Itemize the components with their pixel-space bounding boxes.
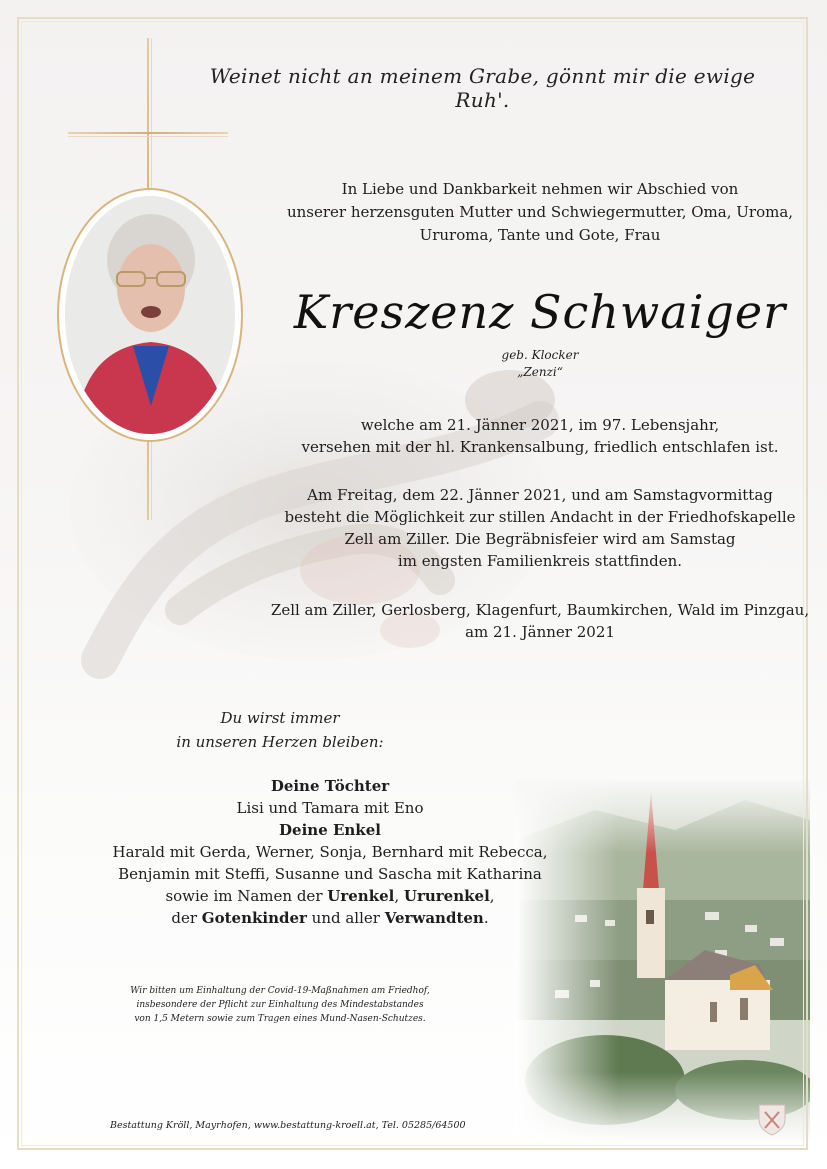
covid-notice [100,984,460,1026]
death-paragraph [270,414,810,458]
daughters-title: Deine Töchter [270,777,390,795]
verse-line-2: in unseren Herzen bleiben: [176,733,384,751]
birth-name: geb. Klocker [501,348,579,362]
cross-horizontal-line-shadow [68,136,228,137]
place-date-paragraph [270,599,810,643]
verse-line-1: Du wirst immer [220,709,340,727]
great-grandchildren: Urenkel [327,887,395,905]
service-paragraph [270,484,810,572]
relatives2-mid: und aller [306,909,385,927]
death-line-2: versehen mit der hl. Krankensalbung, friedlich entschlafen ist. [301,438,779,456]
godchildren: Gotenkinder [201,909,307,927]
notice-line-2: insbesondere der Pflicht zur Einhaltung des Mindestabstandes [136,1000,424,1010]
relatives2-end: . [483,909,489,927]
grandchildren-line-1: Harald mit Gerda, Werner, Sonja, Bernhard mit Rebecca, [112,843,548,861]
intro-line-3: Ururoma, Tante und Gote, Frau [419,226,661,244]
relatives-line-2 [90,907,570,929]
place-line: Zell am Ziller, Gerlosberg, Klagenfurt, Baumkirchen, Wald im Pinzgau, [270,601,810,619]
great-great-grandchildren: Ururenkel [403,887,490,905]
daughters-names: Lisi und Tamara mit Eno [236,799,424,817]
portrait-photo [65,196,235,434]
portrait-illustration [65,196,235,434]
motto: Weinet nicht an meinem Grabe, gönnt mir die ewige Ruh'. [209,64,756,112]
service-line-1: Am Freitag, dem 22. Jänner 2021, und am Samstagvormittag [307,486,773,504]
notice-line-1: Wir bitten um Einhaltung der Covid-19-Maßnahmen am Friedhof, [130,986,430,996]
relatives-line-1 [90,885,570,907]
birth-name-block [470,347,610,381]
service-line-4: im engsten Familienkreis stattfinden. [397,552,683,570]
grandchildren-title: Deine Enkel [279,821,381,839]
service-line-2: besteht die Möglichkeit zur stillen Andacht in der Friedhofskapelle [284,508,796,526]
verse [170,706,390,754]
relatives: Verwandten [384,909,484,927]
portrait-frame [57,188,243,442]
relatives-sep: , [394,887,404,905]
notice-line-3: von 1,5 Metern sowie zum Tragen eines Mund-Nasen-Schutzes. [134,1014,426,1024]
intro-line-1: In Liebe und Dankbarkeit nehmen wir Abschied von [341,180,739,198]
grandchildren-line-2: Benjamin mit Steffi, Susanne und Sascha mit Katharina [118,865,542,883]
nickname: „Zenzi“ [517,365,563,379]
funeral-home-logo-icon [757,1102,787,1136]
intro-text [270,178,810,247]
cross-horizontal-line [68,132,228,134]
service-line-3: Zell am Ziller. Die Begräbnisfeier wird am Samstag [344,530,736,548]
deceased-name: Kreszenz Schwaiger [293,285,787,339]
intro-line-2: unserer herzensguten Mutter und Schwiegermutter, Oma, Uroma, [286,203,794,221]
relatives-pre: sowie im Namen der [165,887,328,905]
date-line: am 21. Jänner 2021 [465,623,615,641]
death-line-1: welche am 21. Jänner 2021, im 97. Lebensjahr, [360,416,720,434]
relatives2-pre: der [171,909,202,927]
funeral-home-footer: Bestattung Kröll, Mayrhofen, www.bestattung-kroell.at, Tel. 05285/64500 [110,1120,466,1131]
relatives-end: , [489,887,495,905]
family-list [90,775,570,929]
